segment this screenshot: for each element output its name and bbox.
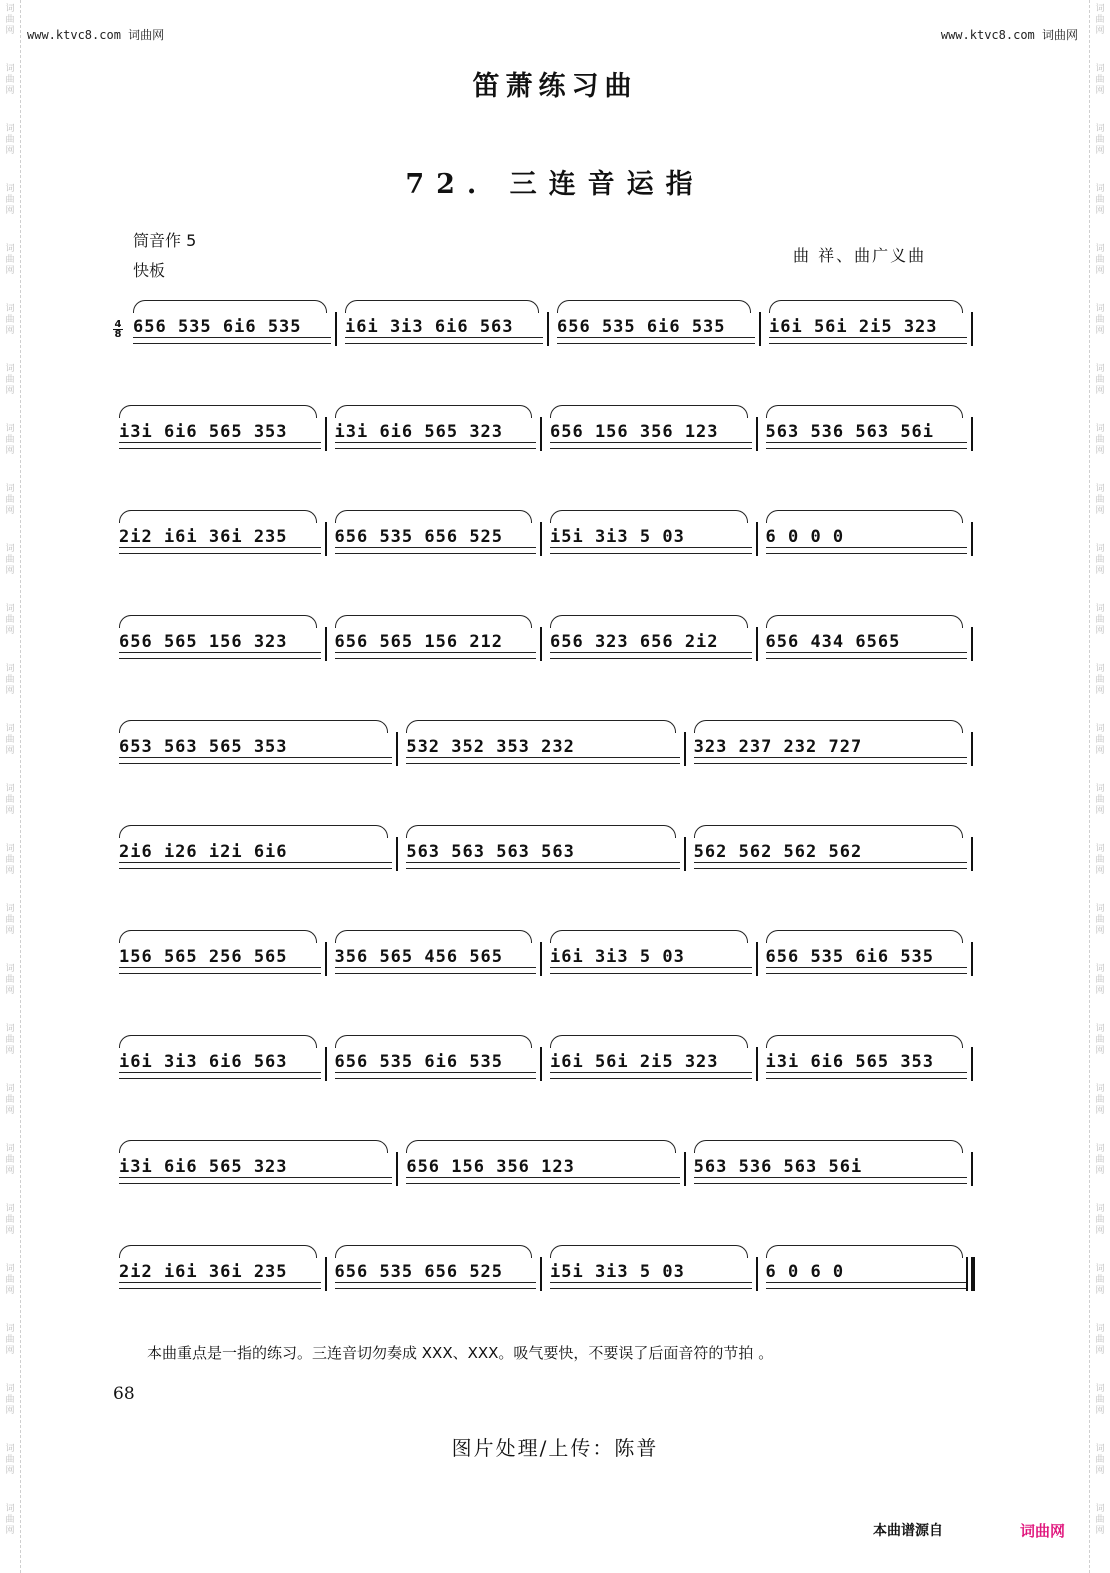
score-line xyxy=(113,1138,983,1190)
barline xyxy=(540,1257,542,1291)
barline xyxy=(756,627,758,661)
phrase-slur xyxy=(766,1035,964,1048)
measure-notes: 532 352 353 232 xyxy=(406,737,575,757)
measure xyxy=(345,316,543,346)
barline xyxy=(971,837,973,871)
beam-underline xyxy=(119,547,321,554)
measure xyxy=(119,946,321,976)
upload-credit: 图片处理/上传：陈普 xyxy=(451,1436,659,1460)
measure-notes: 656 323 656 2i2 xyxy=(550,632,719,652)
beam-underline xyxy=(119,862,392,869)
measure-notes: 6 0 6 0 xyxy=(765,1262,845,1282)
beam-underline xyxy=(766,1072,968,1079)
side-watermark-text: 词 曲 网 xyxy=(1095,1264,1105,1296)
measure xyxy=(406,736,679,766)
side-watermark-text: 词 曲 网 xyxy=(1095,664,1105,696)
phrase-slur xyxy=(345,300,539,313)
beam-underline xyxy=(335,1282,537,1289)
beam-underline xyxy=(766,967,968,974)
composer-credit: 曲 祥、曲广义曲 xyxy=(793,246,927,265)
side-watermark-text: 词 曲 网 xyxy=(5,244,15,276)
side-watermark-text: 词 曲 网 xyxy=(5,724,15,756)
measure-notes: 356 565 456 565 xyxy=(334,947,504,967)
measure-notes: i3i 6i6 565 323 xyxy=(119,1157,288,1177)
phrase-slur xyxy=(335,615,533,628)
side-watermark-text: 词 曲 网 xyxy=(5,544,15,576)
measure xyxy=(550,1261,752,1291)
final-barline-thin xyxy=(966,1257,968,1291)
beam-underline xyxy=(766,1282,968,1289)
phrase-slur xyxy=(335,510,533,523)
measure xyxy=(406,1156,679,1186)
measure-notes: 656 434 6565 xyxy=(765,632,901,652)
measure-notes: 563 536 563 56i xyxy=(693,1157,863,1177)
side-watermark-text: 词 曲 网 xyxy=(1095,1144,1105,1176)
left-watermark-strip xyxy=(0,0,21,1573)
side-watermark-text: 词 曲 网 xyxy=(1095,544,1105,576)
measure xyxy=(119,631,321,661)
source-label: 本曲谱源自 xyxy=(873,1523,943,1539)
beam-underline xyxy=(557,337,755,344)
side-watermark-text: 词 曲 网 xyxy=(5,1324,15,1356)
source-brand[interactable]: 词曲网 xyxy=(1020,1522,1066,1540)
barline xyxy=(325,417,327,451)
side-watermark-text: 词 曲 网 xyxy=(1095,484,1105,516)
measure xyxy=(119,841,392,871)
phrase-slur xyxy=(133,300,327,313)
measure-notes: 656 535 656 525 xyxy=(334,527,504,547)
beam-underline xyxy=(133,337,331,344)
phrase-slur xyxy=(119,930,317,943)
barline xyxy=(325,627,327,661)
barline xyxy=(684,732,686,766)
measure xyxy=(769,316,967,346)
measure xyxy=(766,946,968,976)
score-line xyxy=(113,613,983,665)
measure-notes: i6i 56i 2i5 323 xyxy=(550,1052,719,1072)
beam-underline xyxy=(694,862,967,869)
site-watermark-right: www.ktvc8.com 词曲网 xyxy=(940,28,1078,42)
barline xyxy=(756,1257,758,1291)
beam-underline xyxy=(119,652,321,659)
beam-underline xyxy=(119,757,392,764)
phrase-slur xyxy=(550,930,748,943)
side-watermark-text: 词 曲 网 xyxy=(5,904,15,936)
measure xyxy=(550,631,752,661)
barline xyxy=(325,1257,327,1291)
beam-underline xyxy=(769,337,967,344)
beam-underline xyxy=(406,1177,679,1184)
side-watermark-text: 词 曲 网 xyxy=(1095,1444,1105,1476)
measure xyxy=(335,946,537,976)
score-line xyxy=(113,298,983,350)
phrase-slur xyxy=(406,1140,675,1153)
score-line xyxy=(113,718,983,770)
measure-notes: i3i 6i6 565 323 xyxy=(334,422,504,442)
side-watermark-text: 词 曲 网 xyxy=(5,1144,15,1176)
phrase-slur xyxy=(335,1245,533,1258)
side-watermark-text: 词 曲 网 xyxy=(1095,1324,1105,1356)
measure-notes: 2i2 i6i 36i 235 xyxy=(119,527,288,547)
beam-underline xyxy=(406,862,679,869)
phrase-slur xyxy=(766,405,964,418)
side-watermark-text: 词 曲 网 xyxy=(5,304,15,336)
phrase-slur xyxy=(119,510,317,523)
measure-notes: 6 0 0 0 xyxy=(765,527,845,547)
time-signature-denominator: 8 xyxy=(114,329,122,340)
phrase-slur xyxy=(119,405,317,418)
barline xyxy=(756,942,758,976)
barline xyxy=(756,522,758,556)
barline xyxy=(547,312,549,346)
measure xyxy=(119,736,392,766)
measure-notes: i3i 6i6 565 353 xyxy=(765,1052,935,1072)
phrase-slur xyxy=(557,300,751,313)
measure xyxy=(335,1051,537,1081)
side-watermark-text: 词 曲 网 xyxy=(5,784,15,816)
phrase-slur xyxy=(119,1035,317,1048)
phrase-slur xyxy=(766,510,964,523)
phrase-slur xyxy=(550,1245,748,1258)
side-watermark-text: 词 曲 网 xyxy=(1095,724,1105,756)
side-watermark-text: 词 曲 网 xyxy=(1095,4,1105,36)
measure xyxy=(119,1156,392,1186)
barline xyxy=(335,312,337,346)
measure-notes: i5i 3i3 5 03 xyxy=(550,1262,685,1282)
measure-notes: 2i6 i26 i2i 6i6 xyxy=(119,842,288,862)
barline xyxy=(971,1047,973,1081)
side-watermark-text: 词 曲 网 xyxy=(5,844,15,876)
beam-underline xyxy=(119,1282,321,1289)
beam-underline xyxy=(335,652,537,659)
phrase-slur xyxy=(335,1035,533,1048)
barline xyxy=(971,417,973,451)
side-watermark-text: 词 曲 网 xyxy=(5,424,15,456)
barline xyxy=(971,942,973,976)
measure xyxy=(766,421,968,451)
measure-notes: i6i 3i3 5 03 xyxy=(550,947,685,967)
measure-notes: 653 563 565 353 xyxy=(119,737,288,757)
measure-notes: i3i 6i6 565 353 xyxy=(119,422,288,442)
side-watermark-text: 词 曲 网 xyxy=(1095,1204,1105,1236)
side-watermark-text: 词 曲 网 xyxy=(5,964,15,996)
phrase-slur xyxy=(550,510,748,523)
side-watermark-text: 词 曲 网 xyxy=(1095,1504,1105,1536)
measure xyxy=(766,1051,968,1081)
right-watermark-strip xyxy=(1089,0,1110,1573)
beam-underline xyxy=(766,442,968,449)
beam-underline xyxy=(766,652,968,659)
barline xyxy=(396,1152,398,1186)
side-watermark-text: 词 曲 网 xyxy=(5,1264,15,1296)
measure xyxy=(119,1261,321,1291)
beam-underline xyxy=(119,1177,392,1184)
measure xyxy=(550,526,752,556)
beam-underline xyxy=(550,547,752,554)
barline xyxy=(325,522,327,556)
measure-notes: 2i2 i6i 36i 235 xyxy=(119,1262,288,1282)
side-watermark-text: 词 曲 网 xyxy=(5,484,15,516)
measure-notes: 563 563 563 563 xyxy=(406,842,575,862)
measure-notes: 656 565 156 323 xyxy=(119,632,288,652)
phrase-slur xyxy=(550,1035,748,1048)
phrase-slur xyxy=(119,825,388,838)
measure xyxy=(119,1051,321,1081)
phrase-slur xyxy=(119,1140,388,1153)
beam-underline xyxy=(345,337,543,344)
phrase-slur xyxy=(766,1245,964,1258)
measure xyxy=(550,1051,752,1081)
beam-underline xyxy=(550,1072,752,1079)
side-watermark-text: 词 曲 网 xyxy=(1095,244,1105,276)
measure-notes: 656 535 6i6 535 xyxy=(557,317,726,337)
beam-underline xyxy=(550,442,752,449)
barline xyxy=(325,1047,327,1081)
side-watermark-text: 词 曲 网 xyxy=(5,1384,15,1416)
barline xyxy=(684,1152,686,1186)
key-signature: 筒音作 5 xyxy=(133,231,197,250)
beam-underline xyxy=(119,442,321,449)
piece-title: 72. 三连音运指 xyxy=(405,169,705,200)
beam-underline xyxy=(335,1072,537,1079)
measure xyxy=(119,421,321,451)
measure xyxy=(406,841,679,871)
performance-note: 本曲重点是一指的练习。三连音切勿奏成 XXX、XXX。吸气要快，不要误了后面音符的节拍 。 xyxy=(147,1344,774,1362)
measure-notes: 563 536 563 56i xyxy=(765,422,935,442)
measure xyxy=(766,631,968,661)
side-watermark-text: 词 曲 网 xyxy=(1095,304,1105,336)
beam-underline xyxy=(550,1282,752,1289)
score-line xyxy=(113,508,983,560)
measure-notes: i5i 3i3 5 03 xyxy=(550,527,685,547)
phrase-slur xyxy=(694,825,963,838)
beam-underline xyxy=(119,1072,321,1079)
side-watermark-text: 词 曲 网 xyxy=(5,64,15,96)
time-signature-numerator: 4 xyxy=(114,319,122,330)
side-watermark-text: 词 曲 网 xyxy=(1095,184,1105,216)
side-watermark-text: 词 曲 网 xyxy=(5,124,15,156)
barline xyxy=(971,522,973,556)
phrase-slur xyxy=(119,1245,317,1258)
beam-underline xyxy=(335,547,537,554)
side-watermark-text: 词 曲 网 xyxy=(5,364,15,396)
phrase-slur xyxy=(335,405,533,418)
barline xyxy=(756,417,758,451)
measure xyxy=(335,526,537,556)
score-line xyxy=(113,403,983,455)
tempo-marking: 快板 xyxy=(133,261,166,280)
barline xyxy=(540,627,542,661)
barline xyxy=(971,312,973,346)
phrase-slur xyxy=(550,615,748,628)
book-title: 笛萧练习曲 xyxy=(472,71,638,102)
barline xyxy=(971,732,973,766)
side-watermark-text: 词 曲 网 xyxy=(5,1024,15,1056)
side-watermark-text: 词 曲 网 xyxy=(5,4,15,36)
measure-notes: 323 237 232 727 xyxy=(693,737,863,757)
final-barline xyxy=(971,1257,975,1291)
time-signature xyxy=(113,320,123,339)
measure xyxy=(694,1156,967,1186)
phrase-slur xyxy=(406,825,675,838)
beam-underline xyxy=(119,967,321,974)
side-watermark-text: 词 曲 网 xyxy=(1095,784,1105,816)
measure xyxy=(766,1261,968,1291)
site-watermark-left: www.ktvc8.com 词曲网 xyxy=(27,28,165,42)
beam-underline xyxy=(550,967,752,974)
beam-underline xyxy=(335,442,537,449)
barline xyxy=(540,522,542,556)
barline xyxy=(540,942,542,976)
measure xyxy=(335,421,537,451)
score-line xyxy=(113,823,983,875)
side-watermark-text: 词 曲 网 xyxy=(1095,604,1105,636)
phrase-slur xyxy=(335,930,533,943)
barline xyxy=(759,312,761,346)
phrase-slur xyxy=(406,720,675,733)
phrase-slur xyxy=(766,615,964,628)
barline xyxy=(684,837,686,871)
measure xyxy=(694,841,967,871)
barline xyxy=(396,837,398,871)
side-watermark-text: 词 曲 网 xyxy=(1095,124,1105,156)
side-watermark-text: 词 曲 网 xyxy=(5,184,15,216)
phrase-slur xyxy=(550,405,748,418)
measure xyxy=(694,736,967,766)
phrase-slur xyxy=(694,720,963,733)
side-watermark-text: 词 曲 网 xyxy=(1095,964,1105,996)
side-watermark-text: 词 曲 网 xyxy=(5,1504,15,1536)
score-line xyxy=(113,928,983,980)
measure-notes: 656 565 156 212 xyxy=(334,632,504,652)
measure xyxy=(550,421,752,451)
score-line xyxy=(113,1033,983,1085)
measure-notes: 656 535 6i6 535 xyxy=(334,1052,504,1072)
barline xyxy=(325,942,327,976)
measure xyxy=(133,316,331,346)
beam-underline xyxy=(694,757,967,764)
beam-underline xyxy=(406,757,679,764)
barline xyxy=(396,732,398,766)
page-number: 68 xyxy=(113,1384,135,1404)
measure-notes: i6i 3i3 6i6 563 xyxy=(345,317,514,337)
score-line xyxy=(113,1243,983,1295)
measure xyxy=(335,1261,537,1291)
measure xyxy=(557,316,755,346)
measure-notes: 156 565 256 565 xyxy=(119,947,288,967)
measure-notes: i6i 3i3 6i6 563 xyxy=(119,1052,288,1072)
side-watermark-text: 词 曲 网 xyxy=(5,1204,15,1236)
barline xyxy=(756,1047,758,1081)
beam-underline xyxy=(694,1177,967,1184)
measure xyxy=(550,946,752,976)
barline xyxy=(971,627,973,661)
side-watermark-text: 词 曲 网 xyxy=(1095,64,1105,96)
beam-underline xyxy=(766,547,968,554)
measure-notes: 656 156 356 123 xyxy=(406,1157,575,1177)
measure-notes: 656 535 656 525 xyxy=(334,1262,504,1282)
side-watermark-text: 词 曲 网 xyxy=(5,604,15,636)
side-watermark-text: 词 曲 网 xyxy=(1095,424,1105,456)
barline xyxy=(971,1152,973,1186)
measure-notes: 656 156 356 123 xyxy=(550,422,719,442)
side-watermark-text: 词 曲 网 xyxy=(1095,1384,1105,1416)
side-watermark-text: 词 曲 网 xyxy=(1095,364,1105,396)
beam-underline xyxy=(550,652,752,659)
side-watermark-text: 词 曲 网 xyxy=(1095,1024,1105,1056)
side-watermark-text: 词 曲 网 xyxy=(1095,904,1105,936)
barline xyxy=(540,417,542,451)
side-watermark-text: 词 曲 网 xyxy=(5,664,15,696)
phrase-slur xyxy=(694,1140,963,1153)
side-watermark-text: 词 曲 网 xyxy=(1095,844,1105,876)
phrase-slur xyxy=(119,615,317,628)
measure-notes: 562 562 562 562 xyxy=(693,842,863,862)
phrase-slur xyxy=(119,720,388,733)
phrase-slur xyxy=(769,300,963,313)
measure-notes: 656 535 6i6 535 xyxy=(133,317,302,337)
side-watermark-text: 词 曲 网 xyxy=(5,1444,15,1476)
phrase-slur xyxy=(766,930,964,943)
measure xyxy=(335,631,537,661)
measure-notes: 656 535 6i6 535 xyxy=(765,947,935,967)
measure-notes: i6i 56i 2i5 323 xyxy=(769,317,938,337)
side-watermark-text: 词 曲 网 xyxy=(1095,1084,1105,1116)
measure xyxy=(119,526,321,556)
barline xyxy=(540,1047,542,1081)
side-watermark-text: 词 曲 网 xyxy=(5,1084,15,1116)
measure xyxy=(766,526,968,556)
beam-underline xyxy=(335,967,537,974)
